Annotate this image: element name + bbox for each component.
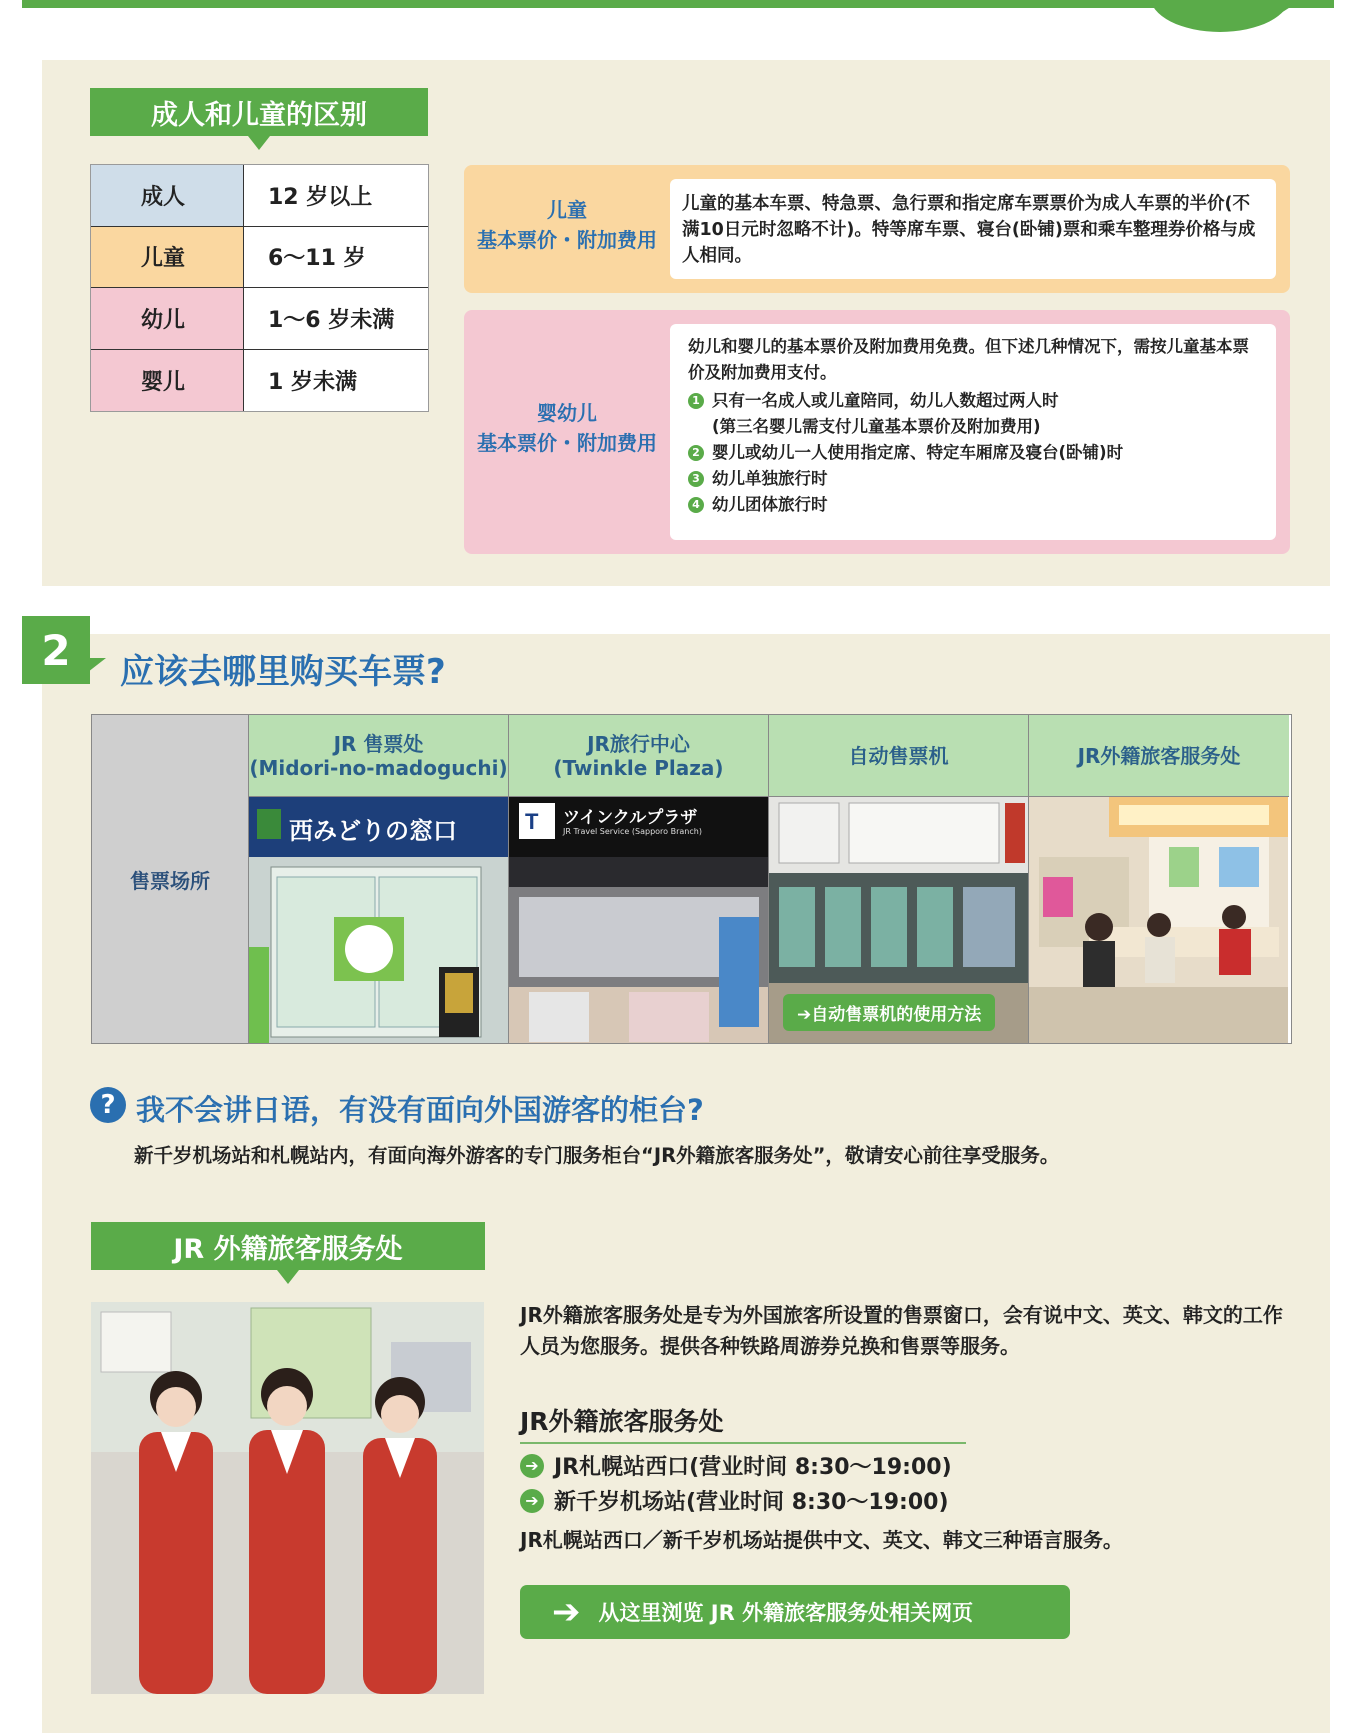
- age-label: 婴儿: [91, 350, 244, 412]
- service-desk-photo: [1029, 797, 1288, 1043]
- section-title: 应该去哪里购买车票?: [120, 652, 446, 692]
- place-header: [249, 715, 508, 797]
- place-name: 自动售票机: [848, 743, 949, 768]
- age-value: 1 岁未满: [244, 350, 428, 412]
- infant-fee-item: [688, 414, 1258, 440]
- question-title: 我不会讲日语，有没有面向外国游客的柜台?: [136, 1093, 704, 1127]
- twinkle-sign: ツインクルプラザ: [563, 808, 698, 828]
- number-badge-icon: 3: [688, 471, 704, 487]
- place-ticket-machine: [769, 715, 1029, 1043]
- infant-fee-title: [464, 398, 670, 458]
- infant-fee-text: [670, 324, 1276, 540]
- question-icon: ?: [90, 1087, 126, 1123]
- ticket-machine-guide-button[interactable]: ➔自动售票机的使用方法: [783, 994, 995, 1031]
- service-desk-heading: JR外籍旅客服务处: [520, 1402, 966, 1444]
- infant-fee-title-line2: 基本票价・附加费用: [477, 431, 657, 455]
- place-midori: [249, 715, 509, 1043]
- infant-fee-item-text: 只有一名成人或儿童陪同，幼儿人数超过两人时: [712, 391, 1059, 410]
- link-label: 从这里浏览 JR 外籍旅客服务处相关网页: [598, 1601, 974, 1625]
- child-fee-text: 儿童的基本车票、特急票、急行票和指定席车票票价为成人车票的半价(不满10日元时忽略不计)。特等席车票、寝台(卧铺)票和乘车整理券价格与成人相同。: [670, 179, 1276, 279]
- child-fee-title-line1: 儿童: [547, 198, 587, 222]
- adult-child-tab: [90, 88, 428, 136]
- place-header: [769, 715, 1028, 797]
- service-desk-link-button[interactable]: [520, 1585, 1070, 1639]
- infant-fee-item: [688, 440, 1258, 466]
- service-desk-tab: [91, 1222, 485, 1270]
- top-speech-bubble: [1150, 0, 1290, 32]
- twinkle-photo: [509, 797, 768, 1043]
- place-header: [509, 715, 768, 797]
- number-badge-icon: 2: [688, 445, 704, 461]
- service-desk-description: JR外籍旅客服务处是专为外国旅客所设置的售票窗口，会有说中文、英文、韩文的工作人员为您服务。提供各种铁路周游券兑换和售票等服务。: [520, 1303, 1283, 1358]
- age-table: [90, 164, 429, 412]
- top-divider-bar: [22, 0, 1334, 8]
- child-fee-box: [464, 165, 1290, 293]
- service-desk-note: JR札幌站西口／新千岁机场站提供中文、英文、韩文三种语言服务。: [520, 1528, 1123, 1552]
- section-number-tail: [88, 658, 106, 672]
- age-value: 1～6 岁未满: [244, 288, 428, 349]
- age-label: 儿童: [91, 227, 244, 288]
- place-subname: (Twinkle Plaza): [553, 755, 724, 780]
- staff-photo: [91, 1302, 484, 1694]
- number-badge-icon: 4: [688, 497, 704, 513]
- place-service-desk: [1029, 715, 1289, 1043]
- infant-fee-intro: 幼儿和婴儿的基本票价及附加费用免费。但下述几种情况下，需按儿童基本票价及附加费用支付。: [688, 337, 1249, 382]
- midori-sign: 西みどりの窓口: [289, 817, 457, 845]
- infant-fee-item: [688, 388, 1258, 414]
- arrow-right-icon: ➔: [520, 1454, 544, 1478]
- service-desk-location: [520, 1450, 952, 1481]
- place-subname: (Midori-no-madoguchi): [249, 755, 508, 780]
- place-name: JR 售票处: [333, 731, 424, 756]
- arrow-right-icon: ➔: [552, 1592, 581, 1632]
- place-twinkle: [509, 715, 769, 1043]
- question-answer: 新千岁机场站和札幌站内，有面向海外游客的专门服务柜台“JR外籍旅客服务处”，敬请安心前往享受服务。: [134, 1144, 1060, 1167]
- infant-fee-box: [464, 310, 1290, 554]
- place-header: [1029, 715, 1289, 797]
- number-badge-icon: 1: [688, 393, 704, 409]
- adult-child-tab-title: 成人和儿童的区别: [151, 99, 367, 131]
- child-fee-title: [464, 195, 670, 255]
- top-speech-bubble-tail: [1270, 6, 1292, 20]
- age-value: 12 岁以上: [244, 165, 428, 226]
- infant-fee-item-text: 婴儿或幼儿一人使用指定席、特定车厢席及寝台(卧铺)时: [712, 443, 1124, 462]
- infant-fee-item: [688, 492, 1258, 518]
- infant-fee-item-text: (第三名婴儿需支付儿童基本票价及附加费用): [712, 417, 1041, 436]
- age-row-infant: [91, 350, 428, 412]
- place-name: JR外籍旅客服务处: [1077, 743, 1241, 768]
- age-label: 成人: [91, 165, 244, 226]
- infant-fee-title-line1: 婴幼儿: [537, 401, 597, 425]
- service-desk-tab-title: JR 外籍旅客服务处: [173, 1233, 403, 1265]
- arrow-right-icon: ➔: [520, 1489, 544, 1513]
- age-row-child: [91, 227, 428, 289]
- places-label: 售票场所: [92, 715, 249, 1043]
- location-text: 新千岁机场站(营业时间 8:30～19:00): [554, 1490, 949, 1515]
- ticket-machine-photo: [769, 797, 1028, 1043]
- infant-fee-item-text: 幼儿单独旅行时: [712, 469, 828, 488]
- age-row-toddler: [91, 288, 428, 350]
- place-name: JR旅行中心: [587, 731, 690, 756]
- age-label: 幼儿: [91, 288, 244, 349]
- ticket-places-table: [91, 714, 1292, 1044]
- svg-text:T: T: [525, 809, 539, 834]
- midori-photo: [249, 797, 508, 1043]
- age-row-adult: [91, 165, 428, 227]
- location-text: JR札幌站西口(营业时间 8:30～19:00): [554, 1455, 952, 1480]
- age-value: 6～11 岁: [244, 227, 428, 288]
- infant-fee-item-text: 幼儿团体旅行时: [712, 495, 828, 514]
- twinkle-sign-sub: JR Travel Service (Sapporo Branch): [563, 827, 702, 836]
- child-fee-title-line2: 基本票价・附加费用: [477, 228, 657, 252]
- section-number-badge: 2: [22, 616, 90, 684]
- service-desk-location: [520, 1485, 949, 1516]
- infant-fee-item: [688, 466, 1258, 492]
